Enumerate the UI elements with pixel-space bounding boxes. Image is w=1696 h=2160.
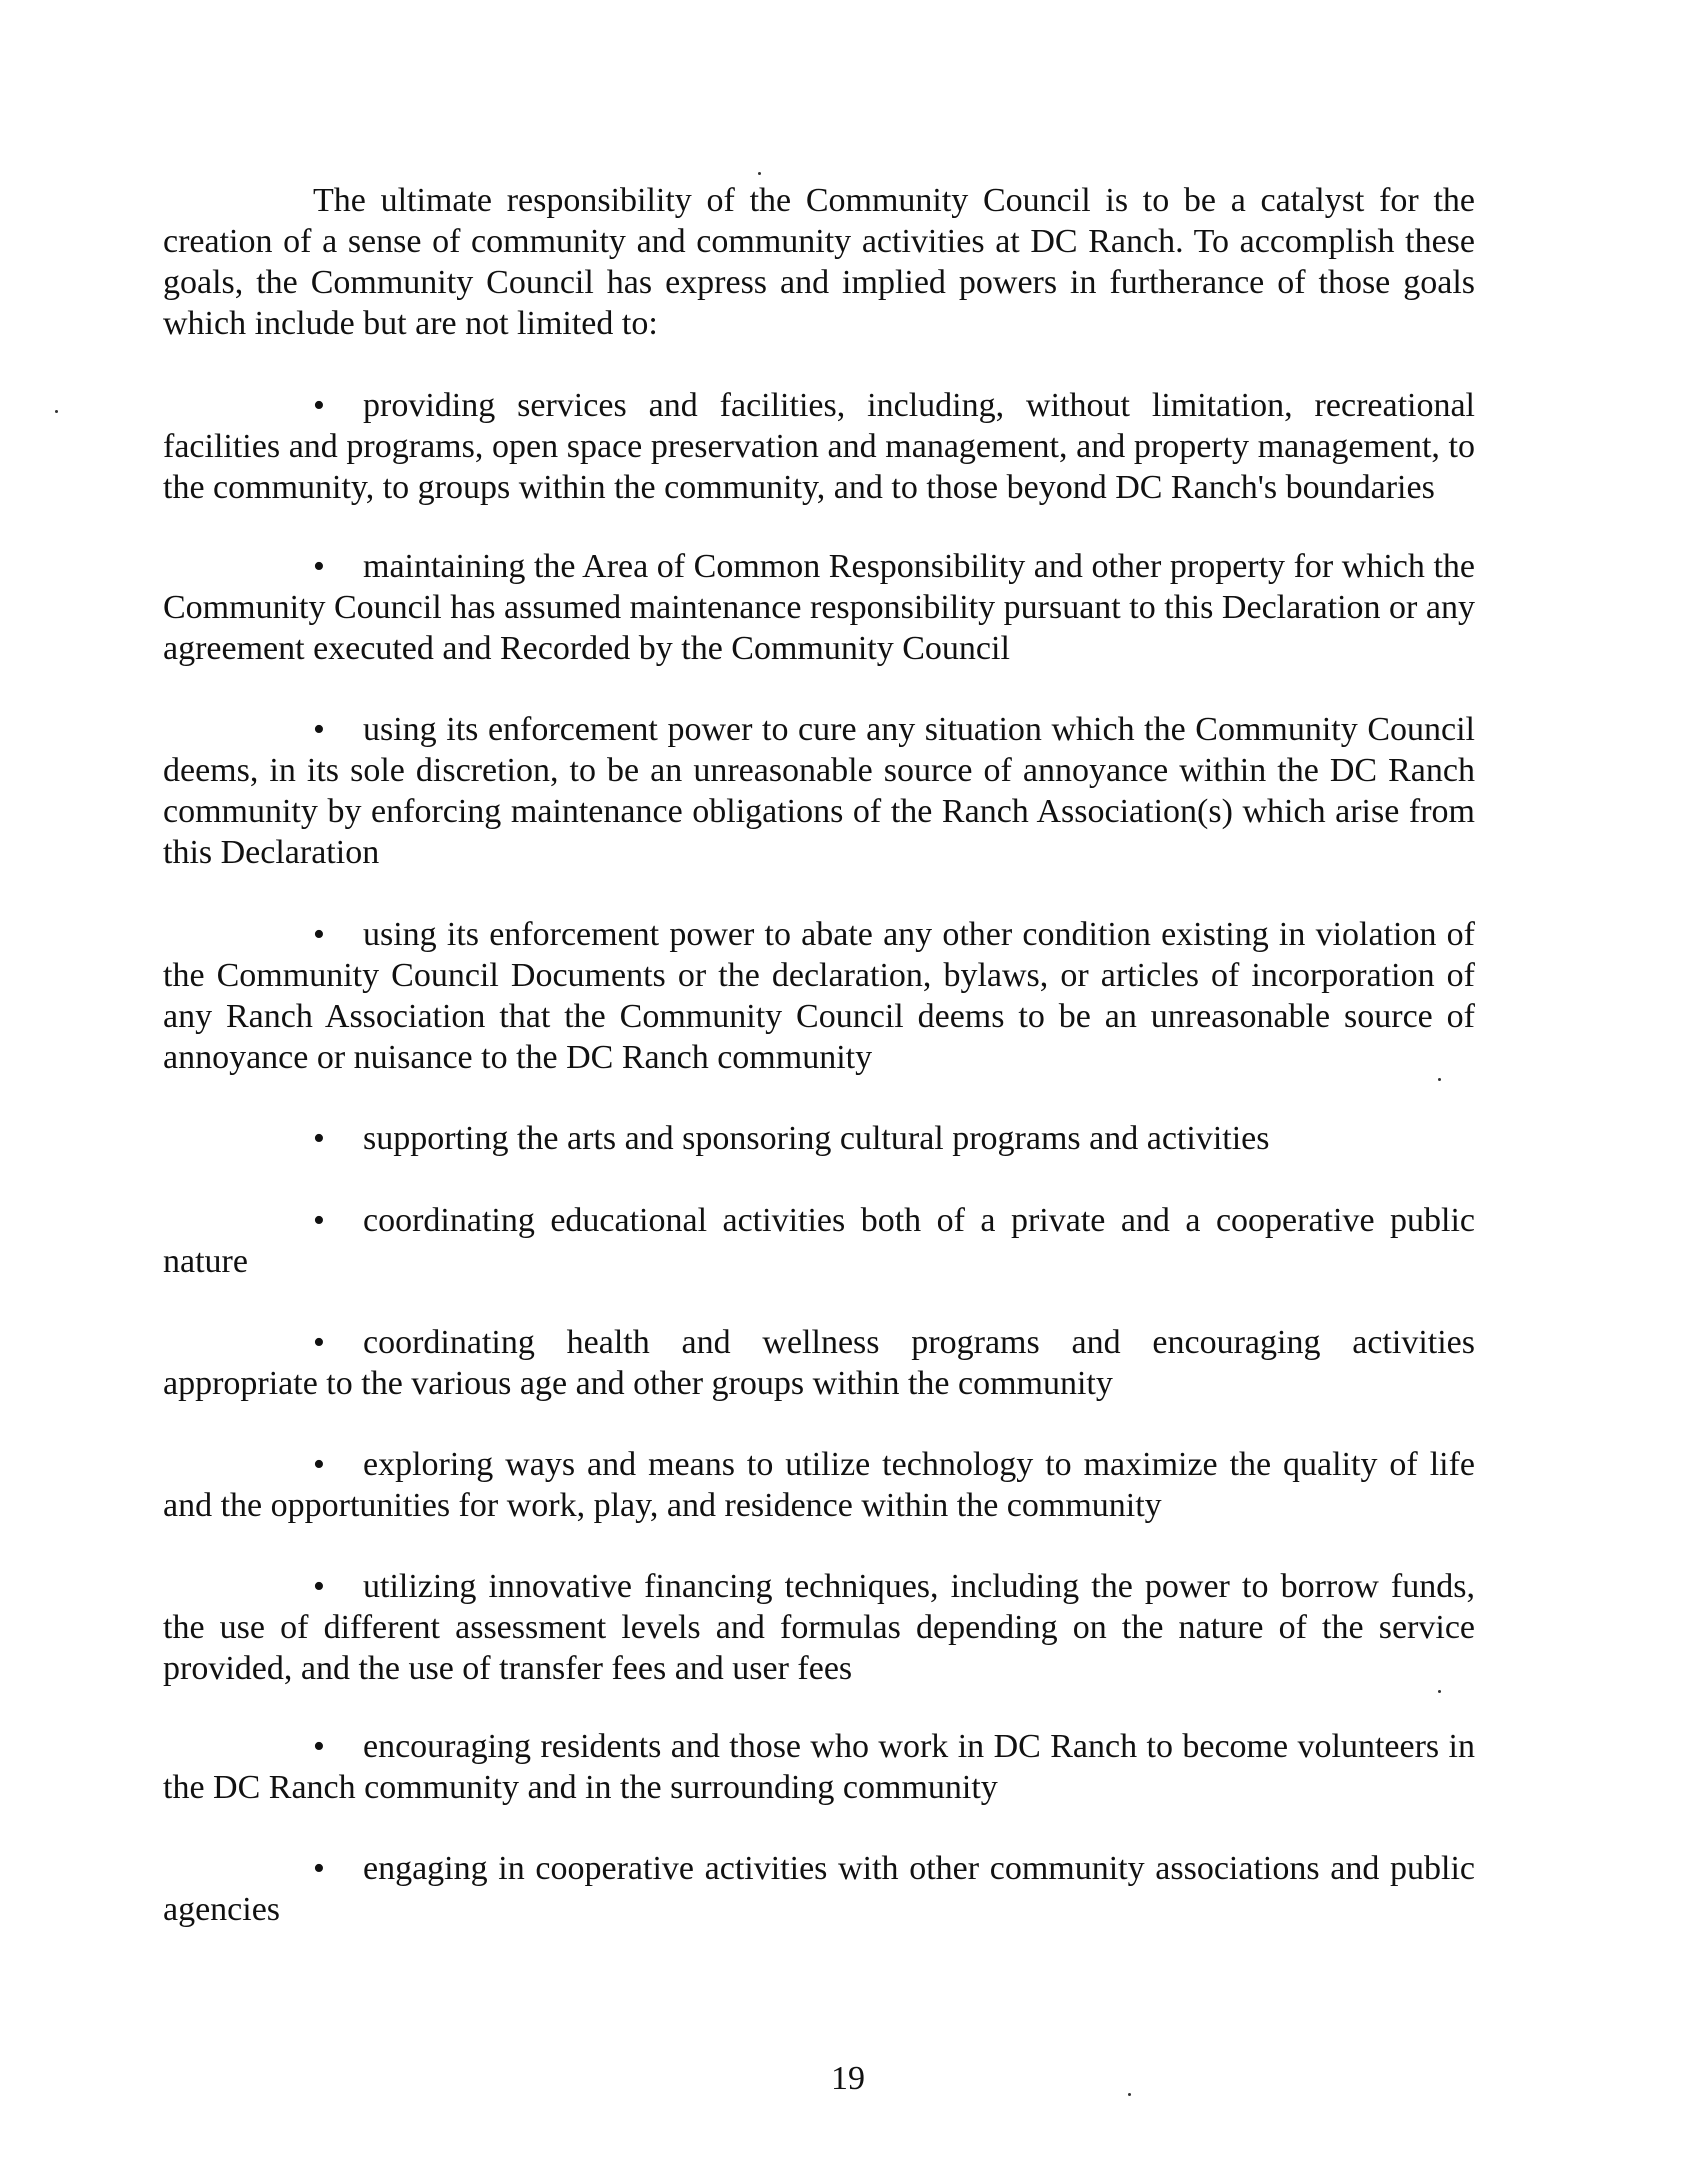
bullet-icon: • xyxy=(313,711,325,748)
bullet-text: using its enforcement power to abate any other condition existing in violation of the Community Council Documents or the declaration, bylaws, or articles of incorporation of any Ranch Association that the Community Council deems to be an unreasonable source of annoyance or nuisance to the DC Ranch community xyxy=(163,916,1475,1076)
bullet-text: exploring ways and means to utilize technology to maximize the quality of life and the opportunities for work, play, and residence within the community xyxy=(163,1446,1475,1524)
bullet-item-maintaining xyxy=(163,546,1475,669)
bullet-text: encouraging residents and those who work in DC Ranch to become volunteers in the DC Ranch community and in the surrounding community xyxy=(163,1728,1475,1806)
bullet-text: utilizing innovative financing techniques, including the power to borrow funds, the use of different assessment levels and formulas depending on the nature of the service provided, and the use of transfer fees and user fees xyxy=(163,1568,1475,1687)
bullet-item-health xyxy=(163,1322,1475,1404)
bullet-text: providing services and facilities, including, without limitation, recreational facilities and programs, open space preservation and management, and property management, to the community, to groups within the community, and to those beyond DC Ranch's boundaries xyxy=(163,387,1475,506)
bullet-icon: • xyxy=(313,1202,325,1239)
bullet-icon: • xyxy=(313,1568,325,1605)
bullet-icon: • xyxy=(313,1850,325,1887)
intro-paragraph: The ultimate responsibility of the Community Council is to be a catalyst for the creation of a sense of community and community activities at DC Ranch. To accomplish these goals, the Community Council has express and implied powers in furtherance of those goals which include but are not limited to: xyxy=(163,182,1475,342)
bullet-item-abate xyxy=(163,914,1475,1078)
bullet-text: using its enforcement power to cure any situation which the Community Council deems, in its sole discretion, to be an unreasonable source of annoyance within the DC Ranch community by enforcing maintenance obligations of the Ranch Association(s) which arise from this Declaration xyxy=(163,711,1475,871)
bullet-text: engaging in cooperative activities with other community associations and public agencies xyxy=(163,1850,1475,1928)
scan-speck xyxy=(758,172,761,175)
bullet-icon: • xyxy=(313,916,325,953)
bullet-item-financing xyxy=(163,1566,1475,1689)
bullet-item-educational xyxy=(163,1200,1475,1282)
bullet-item-technology xyxy=(163,1444,1475,1526)
bullet-item-volunteers xyxy=(163,1726,1475,1808)
bullet-item-cure xyxy=(163,709,1475,873)
bullet-text: maintaining the Area of Common Responsibility and other property for which the Community Council has assumed maintenance responsibility pursuant to this Declaration or any agreement executed and Recorded by the Community Council xyxy=(163,548,1475,667)
bullet-icon: • xyxy=(313,1120,325,1157)
bullet-icon: • xyxy=(313,1728,325,1765)
bullet-icon: • xyxy=(313,548,325,585)
bullet-icon: • xyxy=(313,387,325,424)
scan-speck xyxy=(55,410,58,413)
scan-speck xyxy=(1438,1690,1441,1693)
scan-speck xyxy=(1128,2093,1131,2096)
bullet-text: coordinating health and wellness programs and encouraging activities appropriate to the various age and other groups within the community xyxy=(163,1324,1475,1402)
bullet-text: supporting the arts and sponsoring cultural programs and activities xyxy=(363,1120,1270,1157)
bullet-text: coordinating educational activities both of a private and a cooperative public nature xyxy=(163,1202,1475,1280)
bullet-item-cooperative xyxy=(163,1848,1475,1930)
bullet-item-services xyxy=(163,385,1475,508)
page-number: 19 xyxy=(831,2060,865,2097)
bullet-item-arts xyxy=(163,1118,1475,1159)
bullet-icon: • xyxy=(313,1446,325,1483)
scan-speck xyxy=(1438,1078,1441,1081)
bullet-icon: • xyxy=(313,1324,325,1361)
